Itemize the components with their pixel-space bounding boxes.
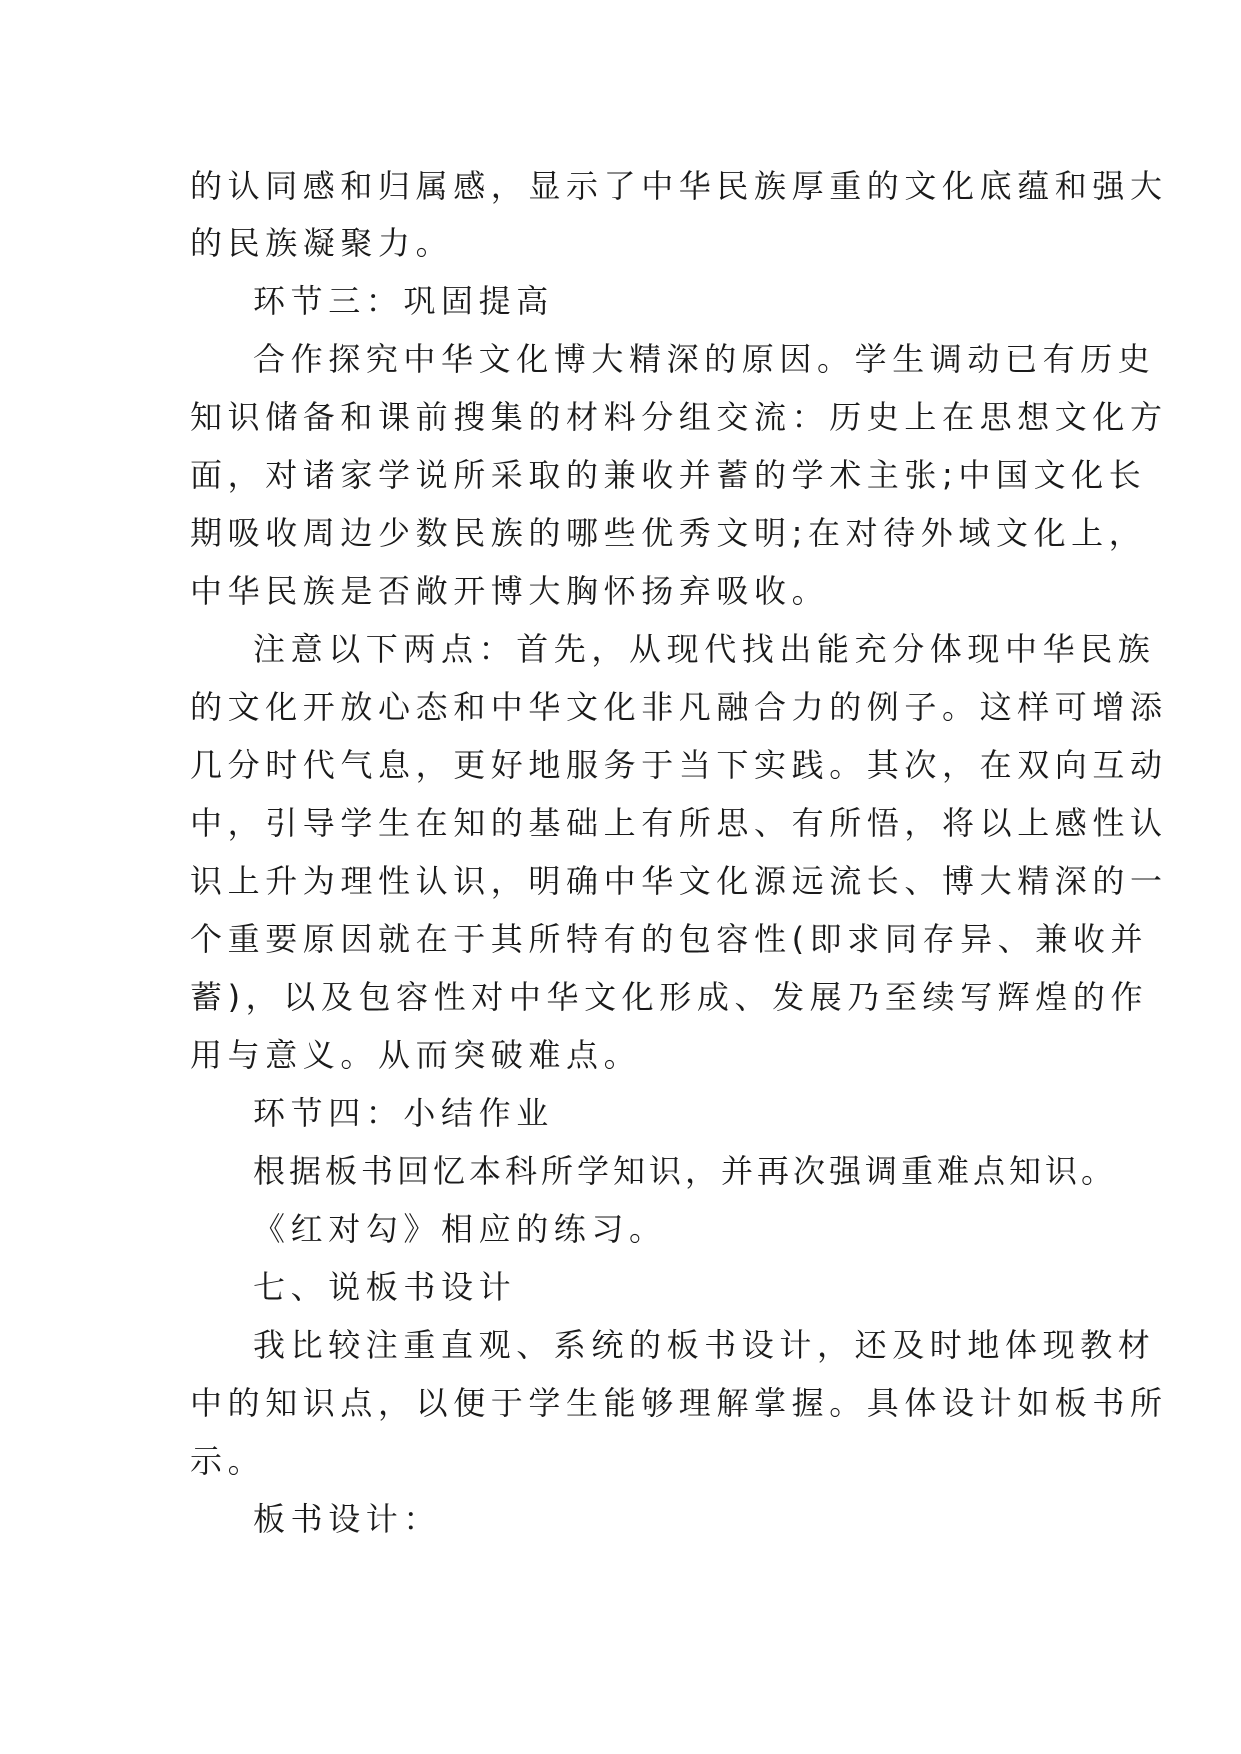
paragraph-line: 的民族凝聚力。 xyxy=(190,224,454,262)
section-heading: 七、说板书设计 xyxy=(253,1268,517,1306)
paragraph-line: 中的知识点，以便于学生能够理解掌握。具体设计如板书所 xyxy=(190,1384,1168,1422)
paragraph-line: 中华民族是否敞开博大胸怀扬弃吸收。 xyxy=(190,572,830,610)
paragraph-line: 用与意义。从而突破难点。 xyxy=(190,1036,642,1074)
paragraph-line: 的认同感和归属感，显示了中华民族厚重的文化底蕴和强大 xyxy=(190,167,1168,205)
section-heading: 板书设计： xyxy=(253,1500,442,1538)
paragraph-line: 注意以下两点：首先，从现代找出能充分体现中华民族 xyxy=(253,630,1156,668)
paragraph-line: 几分时代气息，更好地服务于当下实践。其次，在双向互动 xyxy=(190,746,1168,784)
paragraph-line: 识上升为理性认识，明确中华文化源远流长、博大精深的一 xyxy=(190,862,1168,900)
paragraph-line: 面，对诸家学说所采取的兼收并蓄的学术主张;中国文化长 xyxy=(190,456,1147,494)
paragraph-line: 中，引导学生在知的基础上有所思、有所悟，将以上感性认 xyxy=(190,804,1168,842)
paragraph-line: 《红对勾》相应的练习。 xyxy=(253,1210,667,1248)
paragraph-line: 合作探究中华文化博大精深的原因。学生调动已有历史 xyxy=(253,340,1156,378)
paragraph-line: 我比较注重直观、系统的板书设计，还及时地体现教材 xyxy=(253,1326,1156,1364)
section-heading: 环节三：巩固提高 xyxy=(253,282,554,320)
paragraph-line: 示。 xyxy=(190,1442,266,1480)
paragraph-line: 期吸收周边少数民族的哪些优秀文明;在对待外域文化上， xyxy=(190,514,1147,552)
section-heading: 环节四：小结作业 xyxy=(253,1094,554,1132)
paragraph-line: 蓄)，以及包容性对中华文化形成、发展乃至续写辉煌的作 xyxy=(190,978,1149,1016)
paragraph-line: 个重要原因就在于其所特有的包容性(即求同存异、兼收并 xyxy=(190,920,1149,958)
paragraph-line: 知识储备和课前搜集的材料分组交流：历史上在思想文化方 xyxy=(190,398,1168,436)
paragraph-line: 根据板书回忆本科所学知识，并再次强调重难点知识。 xyxy=(253,1152,1118,1190)
paragraph-line: 的文化开放心态和中华文化非凡融合力的例子。这样可增添 xyxy=(190,688,1168,726)
